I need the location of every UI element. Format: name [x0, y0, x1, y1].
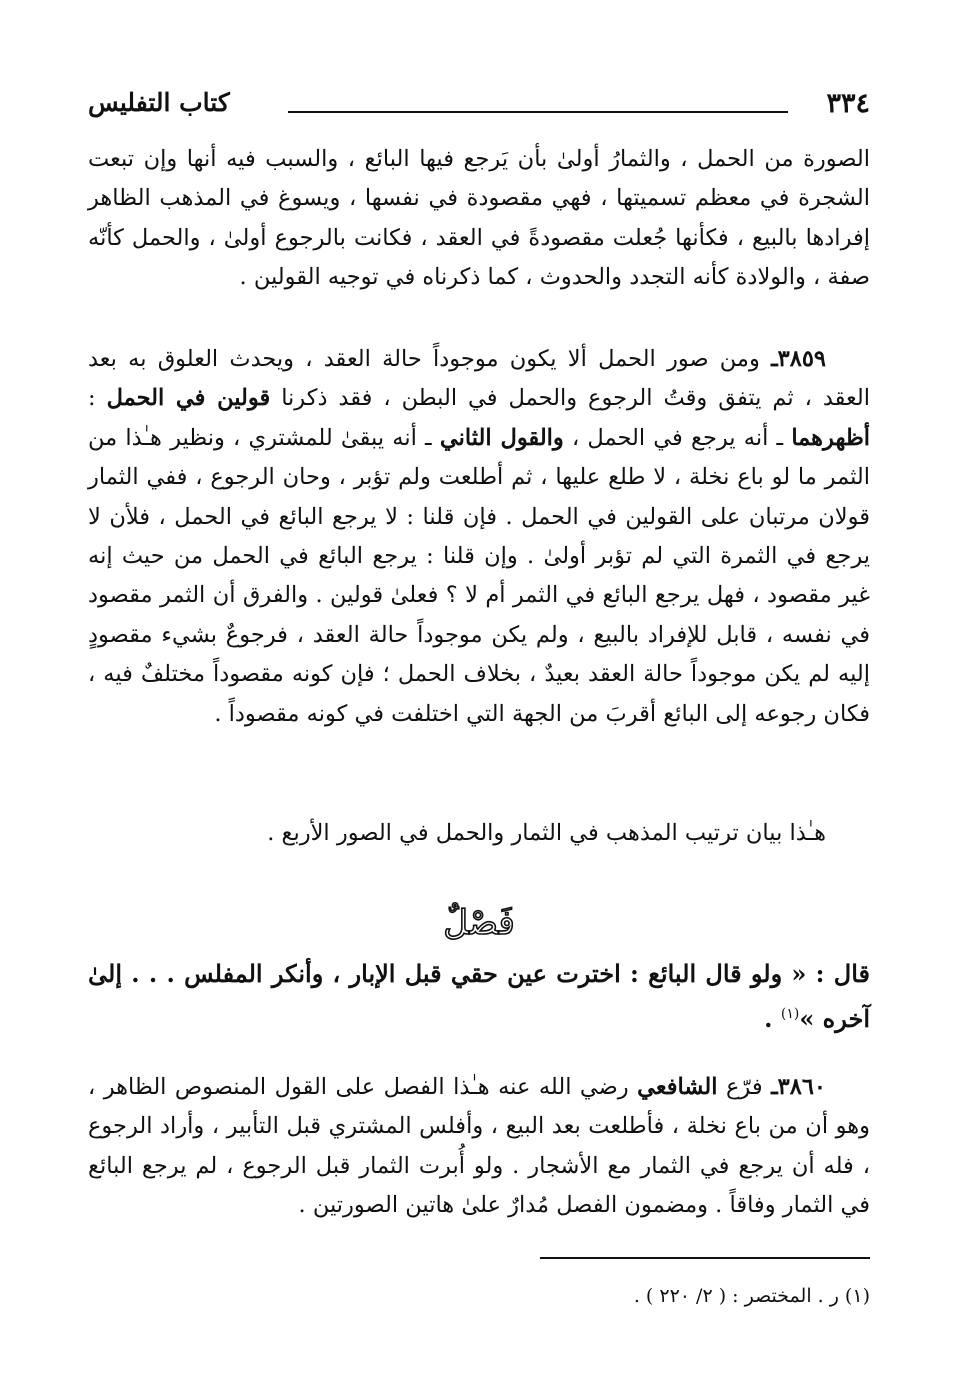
- issue-number: ٣٨٥٩ـ: [771, 346, 826, 372]
- paragraph-3860: [88, 1068, 870, 1226]
- footnote-ref: (١): [780, 1006, 800, 1022]
- footnote: (١) ر . المختصر : ( ٢/ ٢٢٠ ) .: [633, 1285, 870, 1307]
- text-run: ـ أنه يبقىٰ للمشتري ، ونظير هـٰذا من الثمر ما لو باع نخلة ، لا طلع عليها ، ثم أطلعت ولم تؤبر ، وحان الرجوع ، ففي الثمار قولان مرتبان على القولين في الحمل . فإن قلنا : لا يرجع البائع في الحمل ، فلأن لا يرجع في الثمرة التي لم تؤبر أولىٰ . وإن قلنا : يرجع البائع في الحمل من حيث إنه غير مقصود ، فهل يرجع البائع في الثمر أم لا ؟ فعلىٰ قولين . والفرق أن الثمر مقصود في نفسه ، قابل للإفراد بالبيع ، ولم يكن موجوداً حالة العقد ، فرجوعٌ بشيء مقصودٍ إليه لم يكن موجوداً حالة العقد بعيدٌ ، بخلاف الحمل ؛ فإن كونه مقصوداً مختلفٌ فيه ، فكان رجوعه إلى البائع أقربَ من الجهة التي اختلفت في كونه مقصوداً .: [88, 424, 870, 727]
- bold-term: والقول الثاني: [439, 424, 564, 451]
- text-run: فرّع: [717, 1074, 772, 1100]
- quote-text: قال : « ولو قال البائع : اخترت عين حقي قبل الإبار ، وأنكر المفلس . . . إلىٰ آخره »: [88, 959, 871, 1033]
- header-rule: [288, 111, 788, 113]
- paragraph-continuation: الصورة من الحمل ، والثمارُ أولىٰ بأن يَرجع فيها البائع ، والسبب فيه أنها وإن تبعت الشجرة في معظم تسميتها ، فهي مقصودة في نفسها ، ويسوغ في المذهب الظاهر إفرادها بالبيع ، فكأنها جُعلت مقصودةً في العقد ، فكانت بالرجوع أولىٰ ، والحمل كأنّه صفة ، والولادة كأنه التجدد والحدوث ، كما ذكرناه في توجيه القولين .: [88, 146, 870, 291]
- page-number: ٣٣٤: [826, 88, 870, 119]
- book-page: [88, 82, 871, 1307]
- quote-end: .: [764, 1004, 781, 1033]
- bold-term: أظهرهما: [791, 424, 870, 451]
- bold-term: قولين في الحمل: [106, 385, 271, 412]
- paragraph-3859: [88, 340, 870, 734]
- footnote-rule: [540, 1257, 870, 1259]
- text-run: ومن صور الحمل ألا يكون موجوداً حالة العقد ، ويحدث العلوق به بعد العقد ، ثم يتفق وقتُ الرجوع والحمل في البطن ، فقد ذكرنا: [88, 346, 870, 412]
- book-title: كتاب التفليس: [88, 88, 230, 117]
- text-run: رضي الله عنه هـٰذا الفصل على القول المنصوص الظاهر ، وهو أن من باع نخلة ، فأطلعت بعد البيع ، وأفلس المشتري قبل التأبير ، وأراد الرجوع ، فله أن يرجع في الثمار مع الأشجار . ولو أُبرت الثمار قبل الرجوع ، لم يرجع البائع في الثمار وفاقاً . ومضمون الفصل مُدارٌ علىٰ هاتين الصورتين .: [88, 1074, 870, 1219]
- fasl-ornament-icon: [419, 894, 539, 950]
- section-heading: [88, 894, 870, 954]
- paragraph-summary: [88, 814, 870, 853]
- section-heading-text: فَصْلٌ: [443, 903, 515, 943]
- text-run: :: [88, 385, 107, 412]
- bold-term: الشافعي: [637, 1074, 718, 1100]
- text-run: هـٰذا بيان ترتيب المذهب في الثمار والحمل في الصور الأربع .: [267, 820, 826, 846]
- running-header: [88, 82, 870, 122]
- text-run: ـ أنه يرجع في الحمل ،: [563, 424, 792, 451]
- issue-number: ٣٨٦٠ـ: [771, 1074, 826, 1100]
- quoted-matn: [88, 954, 870, 1039]
